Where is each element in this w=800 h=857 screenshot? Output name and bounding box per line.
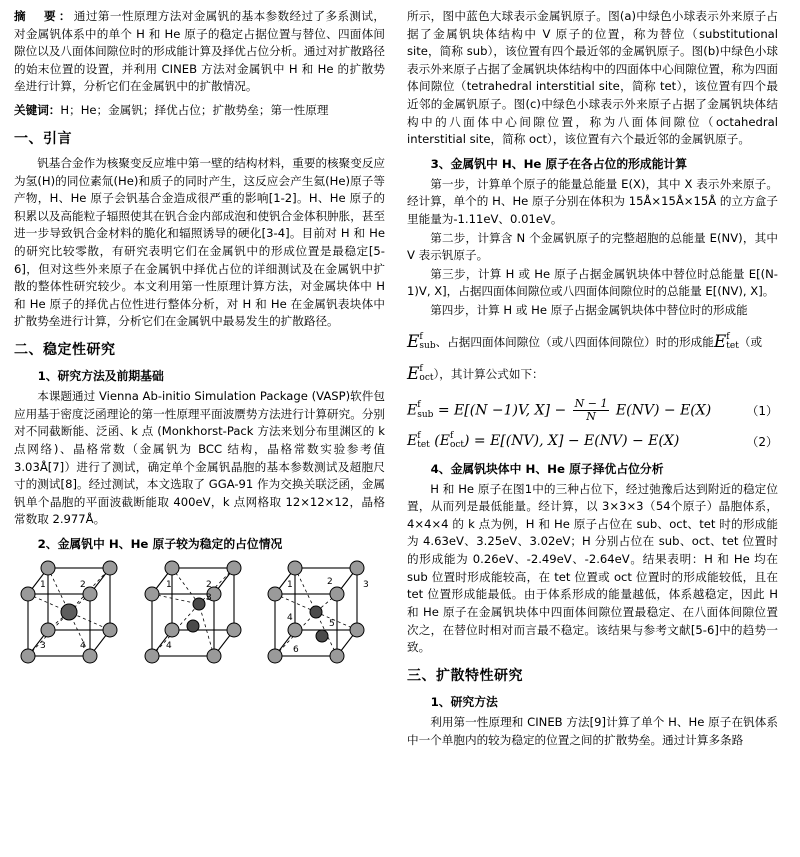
equation-2-body: E f tet (E f oct ) = E[(NV), X] − E(NV) − E(X) xyxy=(407,431,680,451)
subsection-heading-diffusion-method: 1、研究方法 xyxy=(430,695,498,709)
cell-diagram-tetrahedral xyxy=(144,560,256,680)
equation-1-body: E f sub = E[(N −1)V, X] − $\frac{N - 1}{N}$ E(NV) − E(X) xyxy=(407,397,712,424)
diffusion-paragraph-1: 利用第一性原理和 CINEB 方法[9]计算了单个 H、He 原子在钒体系中一个单胞内的较为稳定的位置之间的扩散势垒。通过计算多条路 xyxy=(407,714,778,747)
formula-Esub-f: E f sub xyxy=(407,331,436,352)
right-intro-paragraph: 所示，图中蓝色大球表示金属钒原子。图(a)中绿色小球表示外来原子占据了金属钒块体结构中 V 原子的位置，称为替位（substitutional site，简称 sub），该位置有四个最近邻的金属钒原子。图(b)中绿色小球表示外来原子占据了金属钒块体结构中的四面体中心间隙位置，称为四面体间隙位（tetrahedral interstitial site，简称 tet），该位置有四个最近邻的金属钒原子。图(c)中绿色小球表示外来原子占据了金属钒块体结构中的八面体中心间隙位置，称为八面体间隙位（octahedral interstitial site，简称 oct），该位置有六个最近邻的金属钒原子。 xyxy=(407,9,779,147)
two-column-layout xyxy=(14,8,786,851)
cell-a-number-3: 3 xyxy=(40,641,46,651)
subsection-heading-preferred-site: 4、金属钒块体中 H、He 原子择优占位分析 xyxy=(430,461,664,476)
inline-def-text-a: 、占据四面体间隙位（或八四面体间隙位）时的形成能 xyxy=(435,334,714,349)
equation-1-number: （1） xyxy=(746,403,778,418)
inline-def-line-2 xyxy=(407,358,778,390)
keywords-block xyxy=(14,102,385,120)
formation-step-4: 第四步，计算 H 或 He 原子占据金属钒块体中替位时的形成能 xyxy=(430,303,748,318)
cell-c-number-4: 4 xyxy=(287,613,293,623)
inline-def-text-b: （或 xyxy=(738,334,763,349)
figure-1 xyxy=(14,560,385,682)
subsection-heading-methods: 1、研究方法及前期基础 xyxy=(37,369,164,384)
cube-svg-octahedral xyxy=(267,560,379,682)
abstract-text: 通过第一性原理方法对金属钒的基本参数经过了多系测试，对金属钒体系中的单个 H 和 He 原子的稳定占据位置与替位、四面体间隙位以及八面体间隙位时的形成能计算及择优占位分析。通过对扩散路径的始末位置的设置，并利用 CINEB 方法对金属钒中 H 和 He 的扩散势垒进行计算，分析它们在金属钒中的扩散情况。 xyxy=(14,9,386,94)
preferred-paragraph-1: H 和 He 原子在图1中的三种占位下，经过弛豫后达到附近的稳定位置，从而列是最低能量。经计算，以 3×3×3（54个原子）晶胞体系，4×4×4 的 k 点为例，H 和 He 原子占位在 sub、oct、tet 时的形成能为 4.63eV、3.25eV、3.02eV；H 分别占位在 sub、oct、tet 位置时的形成能为 0.26eV、-2.49eV、-2.64eV。结果表明：H 和 He 均在 sub 位置时形成能较高，在 tet 位置或 oct 位置时的形成能较低，且在 tet 位置形成能最低。由于体系形成的能量越低，体系越稳定，因此 H 和 He 原子在金属钒块体中四面体间隙位置最稳定、在八面体间隙位置次之，在替位时相对而言最不稳定。该结果与参考文献[5-6]中的趋势一致。 xyxy=(407,481,778,655)
abstract-label: 摘 要： xyxy=(14,9,74,23)
cell-c-number-5: 5 xyxy=(329,619,335,629)
cell-diagram-octahedral xyxy=(267,560,379,680)
abstract-paragraph xyxy=(14,8,385,96)
formation-step-3: 第三步，计算 H 或 He 原子占据金属钒块体中替位时总能量 E[(N-1)V, X]，占据四面体间隙位或八四面体间隙位时的总能量 E[(NV), X]。 xyxy=(407,266,778,299)
cell-c-number-3: 3 xyxy=(363,580,369,590)
section-heading-introduction: 一、引言 xyxy=(14,130,72,147)
subsection-heading-formation-energy: 3、金属钒中 H、He 原子在各占位的形成能计算 xyxy=(430,156,688,171)
inline-def-text-c: ），其计算公式如下： xyxy=(433,367,544,382)
stability-paragraph-1: 本课题通过 Vienna Ab-initio Simulation Package (VASP)软件包应用基于密度泛函理论的第一性原理平面波赝势方法进行计算研究。分别对不同截断能、泛函、k 点 (Monkhorst-Pack 方法来划分布里渊区的 k 点网络)、晶格常数（金属钒为 BCC 结构，晶格常数实验参考值 3.03Å[7]）进行了测试，确定单个金属钒晶胞的基本参数测试及超胞尺寸的测试[8]。经过测试，本文选取了 GGA-91 作为交换关联泛函，金属钒单个晶胞的平面波截断能取 400eV，k 点网格取 12×12×12，晶格常数取 2.977Å。 xyxy=(14,389,386,527)
formation-step-2: 第二步，计算含 N 个金属钒原子的完整超胞的总能量 E(NV)，其中 V 表示钒原子。 xyxy=(407,230,778,263)
intro-paragraph-1: 钒基合金作为核聚变反应堆中第一壁的结构材料，重要的核聚变反应为氢(H)的同位素氚(He)和质子的同时产生，这反应会产生氦(He)原子等产物，H、He 原子会钒基合金造成很严重的影响[1-2]。H、He 原子的积累以及高能粒子辐照使其在钒合金内部成泡和使钒合金体积肿胀，甚至进一步导致钒合金材料的脆化和辐照诱导的硬化[3-4]。目前对 H 和 He 的研究比较零散，有研究表明它们在金属钒中的形成位置是最稳定[5-6]，但对这些外来原子在金属钒中择优占位的详细测试及在金属钒中扩散的整体性研究较少。本文利用第一性原理计算方法，对金属块体中 H 和 He 原子的择优占位性进行整体分析，对 H 和 He 在金属钒表块体中扩散势垒进行计算，分析它们在金属钒中最易发生的扩散路径。 xyxy=(14,155,386,329)
keywords-text: H；He；金属钒；择优占位；扩散势垒；第一性原理 xyxy=(60,103,329,118)
abstract-block xyxy=(14,8,385,96)
left-column xyxy=(14,8,385,851)
cube-svg-tetrahedral xyxy=(144,560,256,682)
equation-2-number: （2） xyxy=(746,434,778,449)
formula-Etet-f: E f tet xyxy=(713,331,739,352)
figure-cells xyxy=(14,560,385,680)
subsection-heading-stable-sites: 2、金属钒中 H、He 原子较为稳定的占位情况 xyxy=(37,537,283,552)
inline-def-line-1 xyxy=(407,326,778,358)
right-column xyxy=(407,8,778,851)
fraction-n-minus-1-over-n: $\frac{N - 1}{N}$ xyxy=(574,397,608,424)
section-heading-diffusion: 三、扩散特性研究 xyxy=(407,667,523,684)
cell-a-number-2: 2 xyxy=(80,580,86,590)
cell-b-number-3: 3 xyxy=(205,593,212,603)
cell-c-number-6: 6 xyxy=(293,645,299,655)
cube-svg-substitutional xyxy=(20,560,132,682)
cell-a-number-4: 4 xyxy=(80,641,86,651)
keywords-label: 关键词： xyxy=(14,103,61,118)
cell-b-number-4: 4 xyxy=(165,641,172,651)
cell-c-number-1: 1 xyxy=(287,580,293,590)
formation-step-1: 第一步，计算单个原子的能量总能量 E(X)，其中 X 表示外来原子。经计算，单个的 H、He 原子分别在体积为 15Å×15Å×15Å 的立方盒子里能量为-1.11eV、0.01eV。 xyxy=(407,176,778,227)
section-heading-stability: 二、稳定性研究 xyxy=(14,342,116,359)
cell-b-number-1: 1 xyxy=(165,580,172,590)
equation-1 xyxy=(407,398,778,423)
equation-2 xyxy=(407,431,778,452)
cell-b-number-2: 2 xyxy=(205,580,212,590)
formula-Eoct-f: E f oct xyxy=(407,363,434,384)
formation-energy-inline-definitions xyxy=(407,326,778,391)
cell-a-number-1: 1 xyxy=(40,580,46,590)
cell-diagram-substitutional xyxy=(20,560,132,680)
cell-c-number-2: 2 xyxy=(327,577,333,587)
